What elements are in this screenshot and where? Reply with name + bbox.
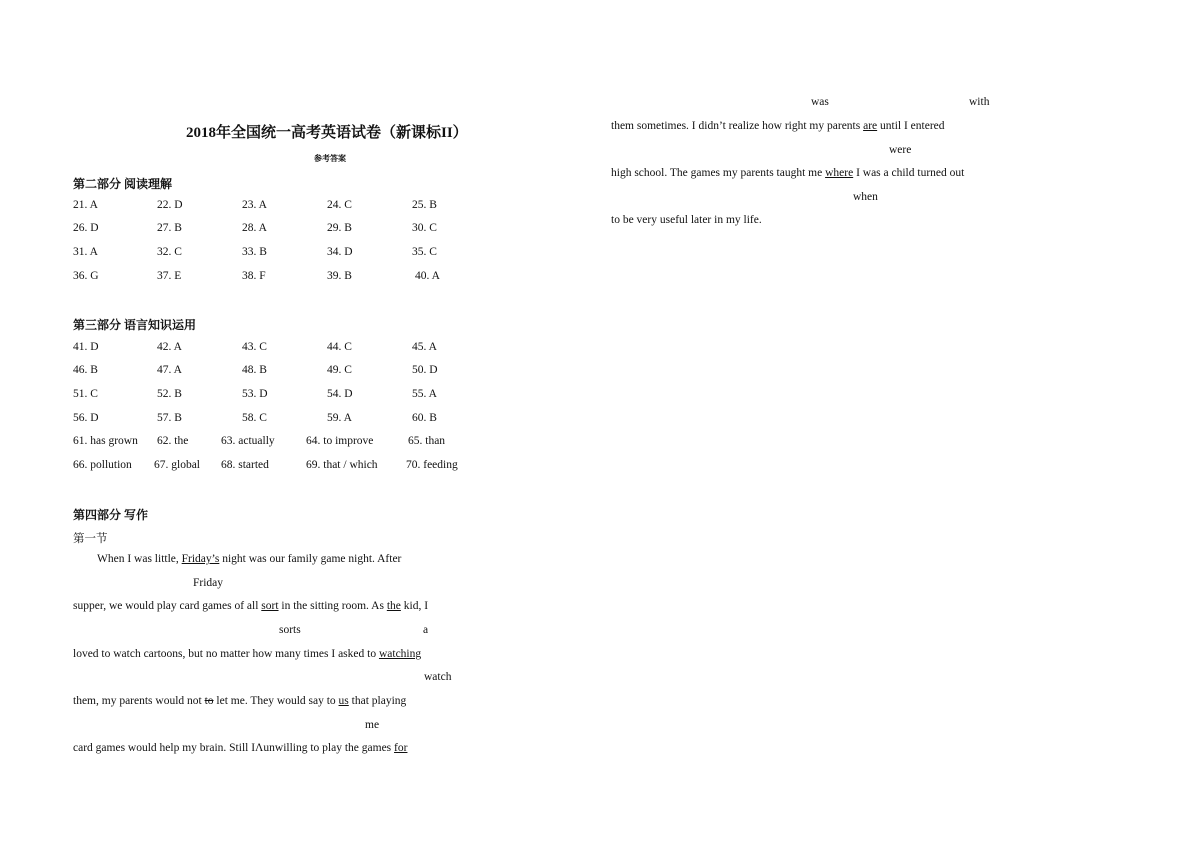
answer-item: 61. has grown <box>73 435 138 447</box>
answer-item: 59. A <box>327 412 352 424</box>
answer-item: 66. pollution <box>73 459 132 471</box>
answer-item: 35. C <box>412 246 437 258</box>
essay-line-8: to be very useful later in my life. <box>611 214 762 226</box>
essay-line-7 <box>611 167 964 179</box>
answer-item: 42. A <box>157 341 182 353</box>
answer-item: 29. B <box>327 222 352 234</box>
page-title: 2018年全国统一高考英语试卷（新课标II） <box>186 125 468 141</box>
section-writing-heading: 第四部分 写作 <box>73 508 149 522</box>
essay-text: supper, we would play card games of all <box>73 600 262 612</box>
essay-text: that playing <box>348 695 407 707</box>
answer-item: 44. C <box>327 341 352 353</box>
answer-item: 46. B <box>73 364 98 376</box>
answer-item: 34. D <box>327 246 353 258</box>
insertion-caret: Λ <box>255 742 264 754</box>
answer-item: 25. B <box>412 199 437 211</box>
answer-item: 54. D <box>327 388 353 400</box>
essay-text: unwilling to play the games <box>263 742 395 754</box>
answer-item: 67. global <box>154 459 200 471</box>
answer-item: 40. A <box>415 270 440 282</box>
answer-item: 63. actually <box>221 435 275 447</box>
answer-item: 43. C <box>242 341 267 353</box>
answer-item: 26. D <box>73 222 99 234</box>
error-mark: are <box>863 120 878 132</box>
error-mark: sort <box>261 600 279 612</box>
writing-subsection-label: 第一节 <box>73 533 108 545</box>
answer-item: 32. C <box>157 246 182 258</box>
answer-item: 49. C <box>327 364 352 376</box>
essay-line-5 <box>73 742 407 754</box>
answer-item: 52. B <box>157 388 182 400</box>
answer-item: 60. B <box>412 412 437 424</box>
answer-item: 64. to improve <box>306 435 374 447</box>
answer-item: 51. C <box>73 388 98 400</box>
essay-text: in the sitting room. As <box>278 600 387 612</box>
deletion-mark: to <box>204 695 214 707</box>
essay-text: them, my parents would not <box>73 695 205 707</box>
essay-text: kid, I <box>400 600 429 612</box>
answer-item: 48. B <box>242 364 267 376</box>
answer-item: 70. feeding <box>406 459 458 471</box>
error-mark: for <box>394 742 408 754</box>
correction-word: a <box>423 624 429 636</box>
error-mark: where <box>825 167 854 179</box>
essay-line-4 <box>73 695 406 707</box>
essay-line-6 <box>611 120 945 132</box>
answer-item: 41. D <box>73 341 99 353</box>
answer-item: 69. that / which <box>306 459 378 471</box>
answer-item: 45. A <box>412 341 437 353</box>
answer-item: 62. the <box>157 435 189 447</box>
answer-item: 58. C <box>242 412 267 424</box>
answer-item: 21. A <box>73 199 98 211</box>
essay-line-2 <box>73 600 428 612</box>
essay-text: loved to watch cartoons, but no matter how many times I asked to <box>73 648 379 660</box>
answer-item: 47. A <box>157 364 182 376</box>
section-reading-heading: 第二部分 阅读理解 <box>73 177 173 191</box>
answer-item: 27. B <box>157 222 182 234</box>
correction-word: Friday <box>193 577 224 589</box>
essay-text: card games would help my brain. Still I <box>73 742 256 754</box>
answer-item: 22. D <box>157 199 183 211</box>
essay-text: high school. The games my parents taught me <box>611 167 826 179</box>
essay-text: night was our family game night. After <box>219 553 402 565</box>
error-mark: us <box>338 695 349 707</box>
answer-item: 33. B <box>242 246 267 258</box>
correction-word: me <box>365 719 380 731</box>
answer-item: 31. A <box>73 246 98 258</box>
answer-item: 65. than <box>408 435 446 447</box>
answer-item: 55. A <box>412 388 437 400</box>
answer-item: 37. E <box>157 270 182 282</box>
answer-item: 23. A <box>242 199 267 211</box>
essay-text: I was a child turned out <box>853 167 965 179</box>
essay-line-1 <box>97 553 401 565</box>
error-mark: Friday’s <box>181 553 220 565</box>
correction-word: sorts <box>279 624 301 636</box>
correction-word: was <box>811 96 829 108</box>
answer-item: 24. C <box>327 199 352 211</box>
correction-word: with <box>969 96 990 108</box>
essay-line-3 <box>73 648 421 660</box>
correction-word: watch <box>424 671 452 683</box>
essay-text: until I entered <box>877 120 945 132</box>
answer-item: 28. A <box>242 222 267 234</box>
correction-word: when <box>853 191 878 203</box>
error-mark: the <box>386 600 401 612</box>
essay-text: let me. They would say to <box>213 695 339 707</box>
essay-text: them sometimes. I didn’t realize how right my parents <box>611 120 864 132</box>
answer-item: 39. B <box>327 270 352 282</box>
correction-word: were <box>889 144 912 156</box>
answer-item: 30. C <box>412 222 437 234</box>
error-mark: watching <box>378 648 422 660</box>
answer-item: 36. G <box>73 270 99 282</box>
essay-text: When I was little, <box>97 553 182 565</box>
page-subtitle: 参考答案 <box>314 154 346 163</box>
answer-item: 56. D <box>73 412 99 424</box>
answer-item: 38. F <box>242 270 266 282</box>
answer-item: 57. B <box>157 412 182 424</box>
answer-item: 53. D <box>242 388 268 400</box>
section-language-heading: 第三部分 语言知识运用 <box>73 318 197 332</box>
answer-item: 68. started <box>221 459 269 471</box>
answer-item: 50. D <box>412 364 438 376</box>
